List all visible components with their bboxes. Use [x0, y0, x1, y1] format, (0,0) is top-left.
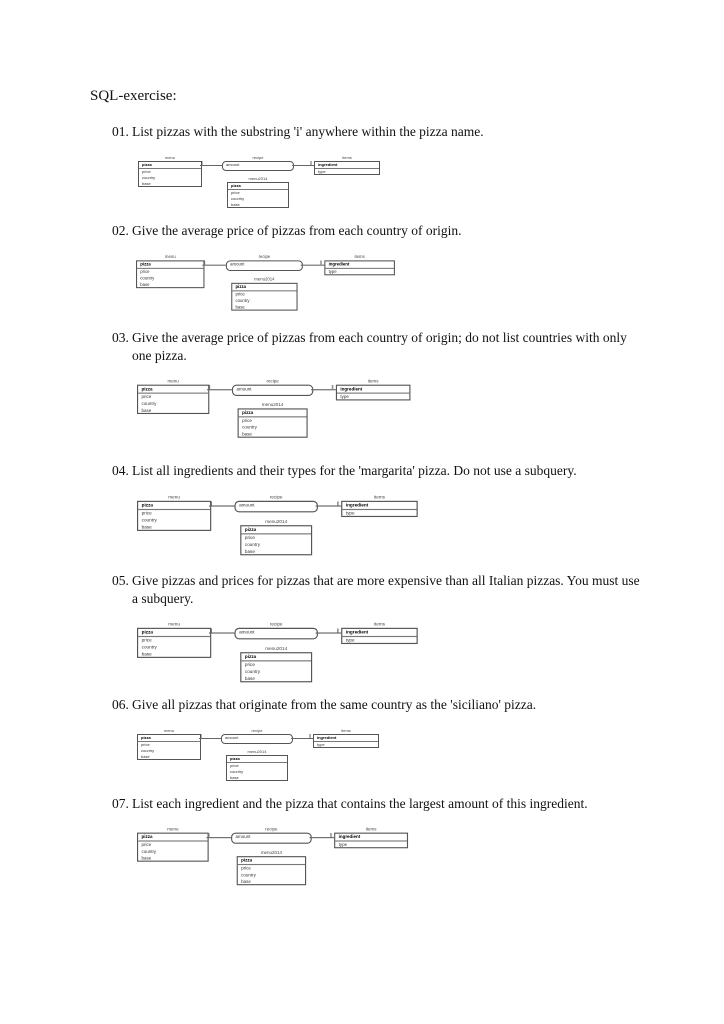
menu-recipe-relation [209, 632, 235, 633]
recipe-field: amount [236, 385, 252, 392]
menu-table-name: menu [163, 728, 174, 733]
menu2014-table-name: menu2014 [261, 401, 284, 408]
menu2014-field: price [231, 190, 240, 195]
menu-field: base [141, 524, 152, 530]
items-table-name: items [342, 155, 352, 160]
menu2014-field: country [241, 871, 256, 878]
menu-field: country [141, 644, 157, 650]
menu-field: base [140, 281, 150, 288]
menu2014-field: base [244, 675, 255, 682]
recipe-table [232, 377, 313, 396]
recipe-table-name: recipe [258, 253, 271, 260]
menu2014-field: price [242, 417, 252, 424]
items-key-field: ingredient [318, 162, 338, 167]
menu-table [138, 155, 202, 187]
menu-field: base [141, 754, 150, 759]
recipe-field: amount [230, 261, 245, 267]
menu2014-field: country [244, 541, 261, 548]
menu-table-name: menu [168, 493, 180, 500]
recipe-field: amount [239, 501, 255, 508]
items-table [324, 253, 395, 275]
menu-field: base [141, 855, 152, 861]
menu-field: price [140, 268, 150, 275]
question-5 [112, 572, 642, 608]
menu-table-name: menu [168, 620, 180, 627]
items-table-name: items [341, 728, 351, 733]
question-4 [112, 462, 642, 480]
menu-table [136, 253, 204, 288]
menu2014-table-name: menu2014 [254, 276, 275, 282]
menu2014-field: base [235, 304, 245, 310]
question-2 [112, 222, 642, 240]
menu-key-field: pizza [141, 628, 153, 635]
recipe-table [234, 493, 318, 513]
cardinality-marker: ‖ [329, 832, 332, 840]
menu-table [137, 620, 211, 658]
menu2014-field: price [230, 763, 239, 768]
recipe-table [226, 253, 303, 271]
items-field: type [345, 637, 355, 643]
menu2014-field: country [231, 196, 245, 201]
question-3 [112, 329, 642, 365]
menu-field: country [141, 748, 155, 753]
recipe-table-name: recipe [269, 620, 283, 627]
menu-field: country [141, 400, 157, 407]
menu-recipe-relation [209, 505, 235, 506]
menu-key-field: pizza [141, 501, 153, 508]
schema-diagram-5 [137, 622, 427, 680]
items-table [314, 155, 380, 175]
cardinality-marker: ‖ [210, 500, 213, 508]
menu2014-key-field: pizza [242, 409, 254, 416]
items-key-field: ingredient [340, 385, 363, 392]
cardinality-marker: ‖ [320, 260, 323, 267]
menu2014-key-field: pizza [231, 183, 241, 188]
question-number: 03. [112, 330, 129, 345]
menu-field: price [142, 169, 151, 174]
menu2014-table [240, 518, 312, 555]
menu2014-field: base [242, 430, 252, 437]
menu-recipe-relation [200, 165, 222, 166]
menu-table [137, 825, 209, 862]
menu-table-name: menu [164, 155, 175, 160]
menu-key-field: pizza [141, 735, 151, 740]
menu2014-field: price [235, 291, 245, 297]
menu2014-table [238, 401, 308, 437]
cardinality-marker: ‖ [201, 161, 204, 167]
menu-table-name: menu [167, 377, 179, 384]
menu2014-key-field: pizza [244, 653, 257, 660]
menu-field: country [141, 517, 157, 523]
menu2014-field: base [244, 548, 255, 555]
cardinality-marker: ‖ [207, 832, 210, 840]
question-text: Give all pizzas that originate from the same country as the 'siciliano' pizza. [132, 697, 537, 712]
question-text: Give the average price of pizzas from each country of origin; do not list countries with only one pizza. [132, 330, 627, 363]
items-key-field: ingredient [317, 735, 337, 740]
items-field: type [345, 510, 355, 516]
menu-key-field: pizza [141, 833, 153, 840]
menu-field: country [141, 848, 157, 854]
menu2014-field: base [230, 775, 239, 780]
menu-field: base [141, 407, 152, 413]
menu-field: country [142, 175, 156, 180]
menu2014-field: price [244, 534, 255, 541]
recipe-table [221, 728, 293, 744]
menu2014-field: country [230, 769, 244, 774]
menu2014-field: price [241, 865, 251, 871]
recipe-table [234, 620, 318, 640]
menu-field: price [141, 742, 150, 747]
items-table [341, 620, 418, 644]
question-7 [112, 795, 642, 813]
question-number: 05. [112, 573, 129, 588]
cardinality-marker: ‖ [310, 161, 313, 167]
cardinality-marker: ‖ [203, 260, 206, 267]
items-key-field: ingredient [345, 628, 369, 635]
menu2014-table [227, 176, 289, 208]
cardinality-marker: ‖ [309, 734, 312, 740]
cardinality-marker: ‖ [331, 384, 334, 392]
cardinality-marker: ‖ [336, 627, 339, 635]
recipe-table-name: recipe [269, 493, 283, 500]
items-key-field: ingredient [345, 501, 369, 508]
menu2014-table [237, 849, 306, 885]
menu-key-field: pizza [142, 162, 152, 167]
question-6 [112, 696, 642, 714]
items-table [336, 377, 411, 401]
recipe-field: amount [225, 735, 239, 740]
menu-field: base [141, 651, 152, 657]
menu2014-table-name: menu2014 [265, 645, 288, 651]
recipe-table [231, 825, 312, 844]
menu-field: price [141, 393, 152, 400]
menu2014-field: base [241, 878, 251, 885]
cardinality-marker: ‖ [210, 627, 213, 635]
question-number: 07. [112, 796, 129, 811]
cardinality-marker: ‖ [208, 384, 211, 392]
menu-table-name: menu [167, 825, 179, 832]
menu-recipe-relation [207, 389, 232, 390]
items-key-field: ingredient [328, 261, 350, 267]
items-table-name: items [367, 377, 379, 384]
menu2014-field: country [242, 424, 257, 430]
menu-field: base [142, 181, 151, 186]
schema-diagram-1 [138, 156, 388, 206]
menu-table [137, 493, 211, 531]
items-field: type [340, 393, 349, 400]
menu2014-key-field: pizza [235, 283, 246, 290]
question-text: List all ingredients and their types for the 'margarita' pizza. Do not use a subquery. [132, 463, 577, 478]
items-table-name: items [354, 253, 365, 260]
recipe-field: amount [239, 628, 255, 635]
menu2014-table [231, 276, 297, 311]
items-table [341, 493, 418, 517]
recipe-table-name: recipe [265, 825, 278, 832]
menu2014-table-name: menu2014 [265, 518, 288, 524]
recipe-field: amount [226, 162, 240, 167]
question-number: 04. [112, 463, 129, 478]
question-number: 01. [112, 124, 129, 139]
items-field: type [318, 169, 326, 174]
items-table [313, 728, 379, 748]
items-field: type [317, 742, 325, 747]
menu2014-table [240, 645, 312, 682]
items-key-field: ingredient [338, 833, 361, 840]
menu2014-field: country [244, 668, 261, 675]
recipe-table-name: recipe [266, 377, 279, 384]
schema-diagram-3 [137, 379, 420, 436]
recipe-field: amount [235, 833, 251, 840]
menu-field: country [140, 275, 155, 281]
menu-field: price [141, 510, 152, 516]
schema-diagram-6 [137, 729, 387, 779]
menu-table [137, 728, 201, 760]
menu2014-field: base [231, 202, 240, 207]
schema-diagram-2 [136, 255, 404, 309]
page-title: SQL-exercise: [90, 88, 177, 104]
cardinality-marker: ‖ [336, 500, 339, 508]
menu2014-table-name: menu2014 [247, 749, 267, 754]
menu-recipe-relation [202, 265, 226, 266]
recipe-table-name: recipe [252, 155, 264, 160]
question-text: List pizzas with the substring 'i' anywhere within the pizza name. [132, 124, 484, 139]
menu2014-key-field: pizza [241, 857, 253, 863]
question-1 [112, 123, 642, 141]
menu2014-table [226, 749, 288, 781]
menu2014-key-field: pizza [230, 756, 240, 761]
menu-field: price [141, 841, 152, 848]
menu-recipe-relation [206, 837, 231, 838]
menu2014-table-name: menu2014 [248, 176, 268, 181]
question-text: Give the average price of pizzas from each country of origin. [132, 223, 462, 238]
menu-recipe-relation [199, 738, 221, 739]
menu-field: price [141, 637, 152, 643]
items-table-name: items [365, 825, 377, 832]
menu2014-key-field: pizza [244, 526, 257, 533]
items-table [334, 825, 408, 849]
question-text: List each ingredient and the pizza that contains the largest amount of this ingredient. [132, 796, 588, 811]
items-table-name: items [373, 493, 385, 500]
cardinality-marker: ‖ [200, 734, 203, 740]
schema-diagram-7 [137, 827, 417, 883]
recipe-table-name: recipe [251, 728, 263, 733]
menu2014-table-name: menu2014 [260, 849, 282, 855]
menu-key-field: pizza [141, 385, 153, 392]
menu-key-field: pizza [140, 261, 151, 267]
menu2014-field: country [235, 297, 250, 304]
recipe-table [222, 155, 294, 171]
menu-table [137, 377, 209, 414]
question-number: 06. [112, 697, 129, 712]
items-table-name: items [373, 620, 385, 627]
items-field: type [338, 841, 348, 848]
question-text: Give pizzas and prices for pizzas that are more expensive than all Italian pizzas. You must use a subquery. [132, 573, 640, 606]
question-number: 02. [112, 223, 129, 238]
items-field: type [328, 268, 337, 275]
schema-diagram-4 [137, 495, 427, 553]
menu2014-field: price [244, 661, 255, 668]
menu-table-name: menu [164, 253, 176, 260]
